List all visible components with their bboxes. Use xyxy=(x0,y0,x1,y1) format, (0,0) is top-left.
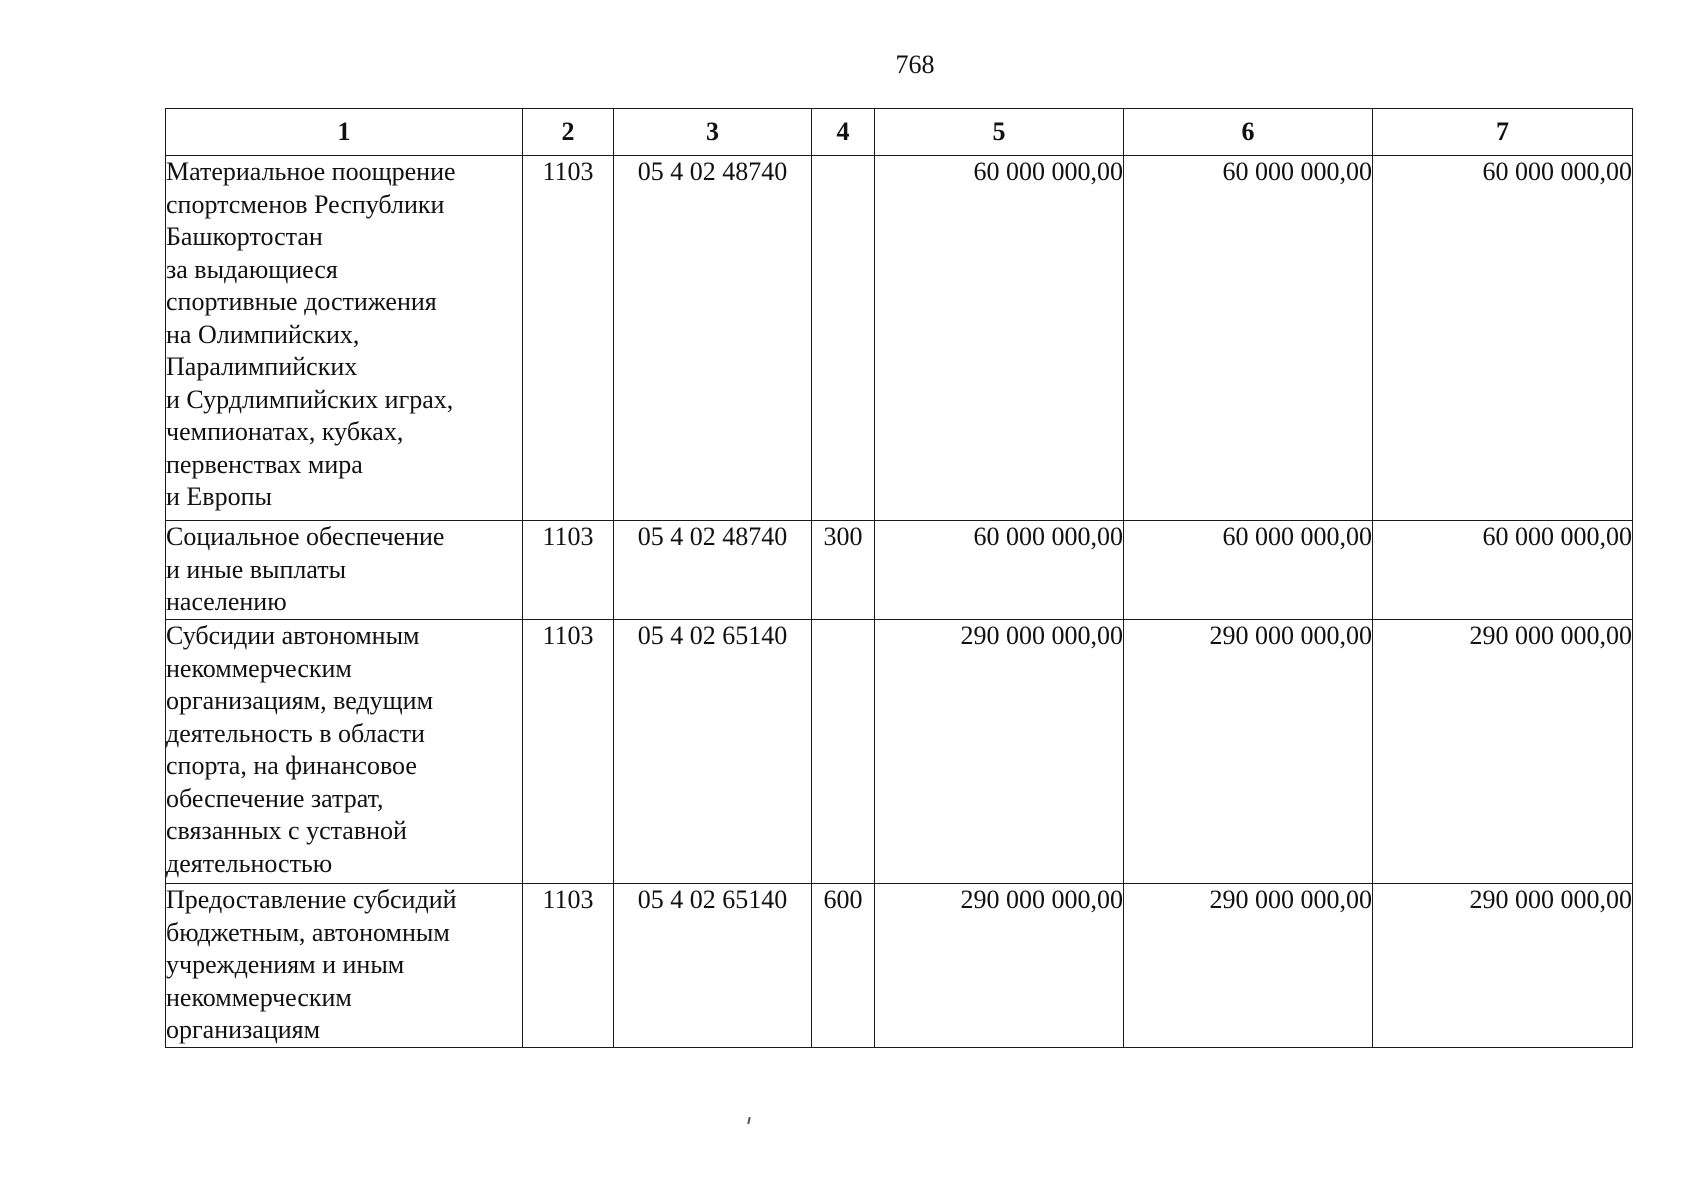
column-header-2: 2 xyxy=(523,109,614,156)
expense-type-cell: 300 xyxy=(812,521,875,620)
amount-cell-6: 60 000 000,00 xyxy=(1124,521,1373,620)
amount-cell-7: 60 000 000,00 xyxy=(1373,156,1633,521)
page-number: 768 xyxy=(895,50,935,79)
header-row xyxy=(166,109,1633,156)
target-code-cell: 05 4 02 65140 xyxy=(614,620,812,884)
table-row xyxy=(166,620,1633,884)
row-name-text: Материальное поощрение спортсменов Республики Башкортостан за выдающиеся спортивные достижения на Олимпийских, Паралимпийских и Сурдлимпийских играх, чемпионатах, кубках, первенствах мира и Европы xyxy=(166,157,456,511)
section-code-cell: 1103 xyxy=(523,156,614,521)
expense-type-cell xyxy=(812,620,875,884)
column-header-7: 7 xyxy=(1373,109,1633,156)
table-row xyxy=(166,884,1633,1048)
column-header-3: 3 xyxy=(614,109,812,156)
row-name-cell xyxy=(166,156,523,521)
amount-cell-7: 290 000 000,00 xyxy=(1373,884,1633,1048)
amount-cell-5: 60 000 000,00 xyxy=(875,156,1124,521)
section-code-cell: 1103 xyxy=(523,620,614,884)
amount-cell-7: 290 000 000,00 xyxy=(1373,620,1633,884)
row-name-cell xyxy=(166,521,523,620)
amount-cell-5: 290 000 000,00 xyxy=(875,620,1124,884)
scan-mark xyxy=(747,1117,750,1124)
row-name-cell xyxy=(166,620,523,884)
amount-cell-6: 60 000 000,00 xyxy=(1124,156,1373,521)
amount-cell-6: 290 000 000,00 xyxy=(1124,620,1373,884)
section-code-cell: 1103 xyxy=(523,521,614,620)
expense-type-cell xyxy=(812,156,875,521)
amount-cell-6: 290 000 000,00 xyxy=(1124,884,1373,1048)
target-code-cell: 05 4 02 65140 xyxy=(614,884,812,1048)
column-header-1: 1 xyxy=(166,109,523,156)
column-header-6: 6 xyxy=(1124,109,1373,156)
row-name-text: Социальное обеспечение и иные выплаты населению xyxy=(166,522,445,616)
expense-type-cell: 600 xyxy=(812,884,875,1048)
budget-table xyxy=(165,108,1633,1048)
target-code-cell: 05 4 02 48740 xyxy=(614,156,812,521)
target-code-cell: 05 4 02 48740 xyxy=(614,521,812,620)
row-name-text: Предоставление субсидий бюджетным, автономным учреждениям и иным некоммерческим организациям xyxy=(166,885,457,1044)
row-name-cell xyxy=(166,884,523,1048)
column-header-4: 4 xyxy=(812,109,875,156)
row-name-text: Субсидии автономным некоммерческим организациям, ведущим деятельность в области спорта, на финансовое обеспечение затрат, связанных с уставной деятельностью xyxy=(166,621,434,878)
amount-cell-5: 290 000 000,00 xyxy=(875,884,1124,1048)
amount-cell-5: 60 000 000,00 xyxy=(875,521,1124,620)
column-header-5: 5 xyxy=(875,109,1124,156)
table-row xyxy=(166,156,1633,521)
table-row xyxy=(166,521,1633,620)
amount-cell-7: 60 000 000,00 xyxy=(1373,521,1633,620)
section-code-cell: 1103 xyxy=(523,884,614,1048)
